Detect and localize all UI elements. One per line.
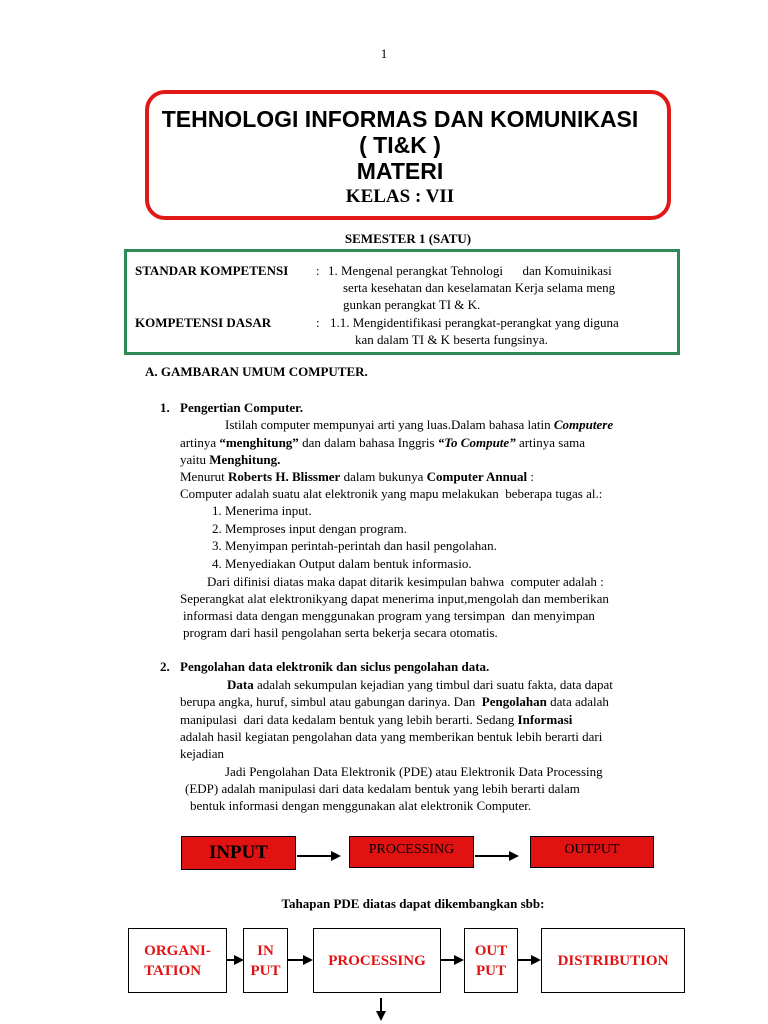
flow2-arrow-2-icon [303,955,313,965]
flow-arrow-2-line [475,855,509,857]
sub1-p4-text-c: dalam bukunya [340,469,427,484]
sub1-p4-book: Computer Annual [426,469,528,484]
flow2-processing-box: PROCESSING [313,928,441,993]
flow2-input-box [243,928,288,993]
title-line-3: MATERI [356,158,444,184]
flow2-down-arrow-line [380,998,382,1012]
sub1-paragraph-line-4 [180,468,534,486]
sub1-paragraph-line-3 [180,451,280,469]
sub1-p4-author: Roberts H. Blissmer [228,469,341,484]
sub2-line-7: (EDP) adalah manipulasi dari data kedalam bentuk yang lebih berarti dalam [185,781,580,796]
flow2-arrow-2-line [288,959,304,961]
standar-kompetensi-line-3: gunkan perangkat TI & K. [343,297,481,312]
sub1-list-item-3: 3. Menyimpan perintah-perintah dan hasil pengolahan. [212,538,497,553]
sub1-conclusion-line-2: Seperangkat alat elektronikyang dapat menerima input,mengolah dan memberikan [180,591,609,606]
sub1-p2-menghitung: “menghitung” [219,435,299,450]
kompetensi-dasar-label: KOMPETENSI DASAR [135,315,272,330]
flow2-arrow-3-line [441,959,455,961]
standar-kompetensi-label: STANDAR KOMPETENSI [135,263,289,278]
flow2-down-arrow-icon [376,1011,386,1021]
sub1-conclusion-line-1: Dari difinisi diatas maka dapat ditarik kesimpulan bahwa computer adalah : [207,574,604,589]
flow2-organization-line-2: TATION [144,962,202,979]
sub2-line-2 [180,693,609,711]
flow2-arrow-4-icon [531,955,541,965]
title-line-2: ( TI&K ) [359,132,441,158]
kompetensi-dasar-sep: : [316,315,320,330]
standar-kompetensi-sep: : [316,263,320,278]
title-line-1: TEHNOLOGI INFORMAS DAN KOMUNIKASI [161,106,639,132]
sub2-line-6: Jadi Pengolahan Data Elektronik (PDE) atau Elektronik Data Processing [225,764,603,779]
sub1-paragraph-line-5: Computer adalah suatu alat elektronik yang mapu melakukan beberapa tugas al.: [180,486,603,501]
sub1-p3-menghitung: Menghitung. [209,452,281,467]
sub2-line-2-text-c: data adalah [546,694,609,709]
sub1-p2-to-compute: “To Compute” [437,435,516,450]
sub1-conclusion-line-4: program dari hasil pengolahan serta bekerja secara otomatis. [183,625,498,640]
sub2-line-3-text: manipulasi dari data kedalam bentuk yang lebih berarti. Sedang [180,712,518,727]
section-a-heading: A. GAMBARAN UMUM COMPUTER. [145,364,368,379]
sub1-p3-text: yaitu [180,452,210,467]
flow-arrow-1-icon [331,851,341,861]
semester-label: SEMESTER 1 (SATU) [344,231,472,246]
sub2-data-term: Data [227,677,254,692]
sub2-line-1-text: adalah sekumpulan kejadian yang timbul dari suatu fakta, data dapat [253,677,613,692]
sub2-pengolahan-term: Pengolahan [481,694,547,709]
flow-processing-box: PROCESSING [349,836,474,868]
flow2-arrow-3-icon [454,955,464,965]
kompetensi-dasar-line-2: kan dalam TI & K beserta fungsinya. [355,332,548,347]
flow2-distribution-box: DISTRIBUTION [541,928,685,993]
flow2-input-line-2: PUT [250,962,281,979]
sub2-line-3 [180,711,572,729]
standar-kompetensi-line-2: serta kesehatan dan keselamatan Kerja selama meng [343,280,616,295]
page-number: 1 [380,46,388,61]
flow-output-box: OUTPUT [530,836,654,868]
flow-arrow-1-line [297,855,331,857]
sub1-paragraph-line-1 [225,416,613,434]
flow2-output-line-2: PUT [475,962,506,979]
sub2-line-1 [227,676,613,694]
kompetensi-dasar-line-1: 1.1. Mengidentifikasi perangkat-perangkat yang diguna [330,315,619,330]
flow2-organization-box [128,928,227,993]
sub1-heading: Pengertian Computer. [180,400,304,415]
sub1-conclusion-line-3: informasi data dengan menggunakan program yang tersimpan dan menyimpan [183,608,595,623]
standar-kompetensi-line-1: 1. Mengenal perangkat Tehnologi dan Komuinikasi [328,263,612,278]
sub1-list-item-2: 2. Memproses input dengan program. [212,521,407,536]
flow2-output-box [464,928,518,993]
sub1-paragraph-line-2 [180,434,585,452]
flow2-output-line-1: OUT [474,942,508,959]
sub2-line-5: kejadian [180,746,225,761]
sub1-number: 1. [160,400,170,415]
sub2-line-8: bentuk informasi dengan menggunakan alat elektronik Computer. [190,798,532,813]
sub2-number: 2. [160,659,170,674]
sub1-p1-computere: Computere [553,417,614,432]
flow-arrow-2-icon [509,851,519,861]
sub1-p4-text-a: Menurut [180,469,229,484]
flow2-arrow-4-line [518,959,532,961]
sub1-p1-text: Istilah computer mempunyai arti yang luas.Dalam bahasa latin [225,417,554,432]
sub1-p2-text-a: artinya [180,435,220,450]
sub1-list-item-4: 4. Menyediakan Output dalam bentuk informasio. [212,556,472,571]
sub1-list-item-1: 1. Menerima input. [212,503,312,518]
sub1-p2-text-e: artinya sama [515,435,586,450]
tahapan-caption: Tahapan PDE diatas dapat dikembangkan sbb: [281,896,545,911]
flow2-input-line-1: IN [257,942,274,959]
flow-input-box: INPUT [181,836,296,870]
sub1-p2-text-c: dan dalam bahasa Inggris [298,435,438,450]
sub2-line-4: adalah hasil kegiatan pengolahan data yang memberikan bentuk lebih berarti dari [180,729,603,744]
sub1-p4-text-e: : [527,469,535,484]
kelas-label: KELAS : VII [345,186,455,207]
sub2-line-2-text-a: berupa angka, huruf, simbul atau gabungan darinya. Dan [180,694,482,709]
sub2-heading: Pengolahan data elektronik dan siclus pengolahan data. [180,659,490,674]
sub2-informasi-term: Informasi [517,712,573,727]
flow2-organization-line-1: ORGANI- [144,942,211,959]
